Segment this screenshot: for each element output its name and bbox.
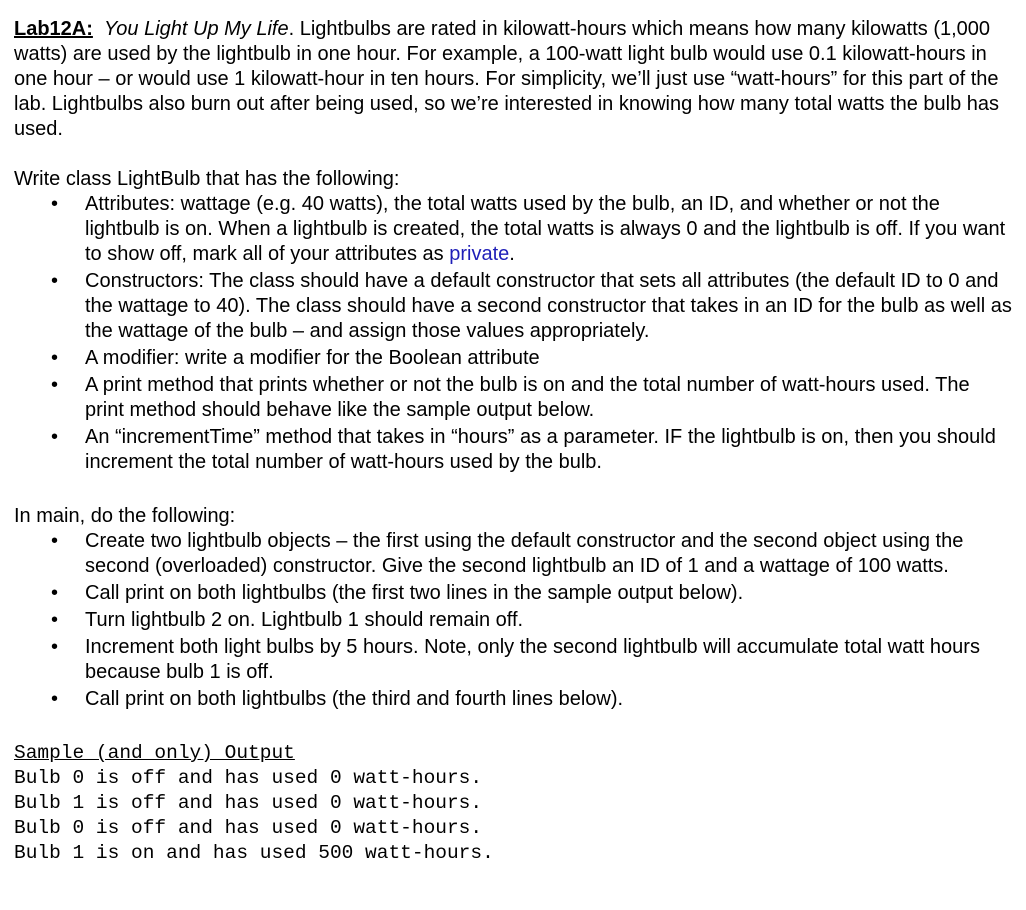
sample-output-heading: Sample (and only) Output [14, 742, 295, 764]
main-steps-list [14, 529, 1012, 712]
list-item [51, 346, 1012, 371]
spacer [14, 477, 1012, 504]
intro-text: . Lightbulbs are rated in kilowatt-hours which means how many kilowatts (1,000 watts) are used by the lightbulb in one hour. For example, a 100-watt light bulb would use 0.1 kilowatt-hours in one hour – or would use 1 kilowatt-hour in ten hours. For simplicity, we’ll just use “watt-hours” for this part of the lab. Lightbulbs also burn out after being used, so we’re interested in knowing how many total watts the bulb has used. [14, 18, 1000, 140]
spacer [14, 142, 1012, 167]
list-item [51, 635, 1012, 685]
bullet-icon: • [51, 374, 59, 396]
bullet-icon: • [51, 636, 59, 658]
list-item-text: Call print on both lightbulbs (the first two lines in the sample output below). [85, 582, 744, 604]
list-item-text: Attributes: wattage (e.g. 40 watts), the total watts used by the bulb, an ID, and whether or not the lightbulb is on. When a lightbulb is created, the total watts is always 0 and the lightbulb is off. If you want to show off, mark all of your attributes as [85, 193, 1006, 265]
bullet-icon: • [51, 270, 59, 292]
class-section-heading: Write class LightBulb that has the following: [14, 168, 400, 190]
bullet-icon: • [51, 609, 59, 631]
list-item [51, 687, 1012, 712]
bullet-icon: • [51, 530, 59, 552]
list-item [51, 529, 1012, 579]
output-line: Bulb 0 is off and has used 0 watt-hours. [14, 767, 483, 789]
list-item [51, 425, 1012, 475]
output-line: Bulb 1 is on and has used 500 watt-hours. [14, 842, 494, 864]
list-item [51, 581, 1012, 606]
output-line: Bulb 0 is off and has used 0 watt-hours. [14, 817, 483, 839]
spacer [14, 714, 1012, 741]
bullet-icon: • [51, 426, 59, 448]
list-item-text-end: . [509, 243, 515, 265]
list-item-text: Create two lightbulb objects – the first using the default constructor and the second object using the second (overloaded) constructor. Give the second lightbulb an ID of 1 and a wattage of 100 watts. [85, 530, 964, 577]
list-item-text: Increment both light bulbs by 5 hours. Note, only the second lightbulb will accumulate total watt hours because bulb 1 is off. [85, 636, 980, 683]
main-section-heading: In main, do the following: [14, 505, 236, 527]
intro-paragraph [14, 17, 1012, 142]
list-item-text: A print method that prints whether or not the bulb is on and the total number of watt-hours used. The print method should behave like the sample output below. [85, 374, 970, 421]
list-item-text: Constructors: The class should have a default constructor that sets all attributes (the default ID to 0 and the wattage to 40). The class should have a second constructor that takes in an ID for the bulb as well as the wattage of the bulb – and assign those values appropriately. [85, 270, 1012, 342]
output-line: Bulb 1 is off and has used 0 watt-hours. [14, 792, 483, 814]
list-item [51, 192, 1012, 267]
lab-label: Lab12A: [14, 18, 93, 40]
list-item-text: A modifier: write a modifier for the Boolean attribute [85, 347, 540, 369]
list-item-text: An “incrementTime” method that takes in “hours” as a parameter. IF the lightbulb is on, then you should increment the total number of watt-hours used by the bulb. [85, 426, 996, 473]
bullet-icon: • [51, 347, 59, 369]
lab-title: You Light Up My Life [104, 18, 289, 40]
bullet-icon: • [51, 582, 59, 604]
class-requirements-list [14, 192, 1012, 475]
list-item-text: Turn lightbulb 2 on. Lightbulb 1 should remain off. [85, 609, 524, 631]
bullet-icon: • [51, 193, 59, 215]
bullet-icon: • [51, 688, 59, 710]
list-item-text: Call print on both lightbulbs (the third and fourth lines below). [85, 688, 624, 710]
list-item [51, 608, 1012, 633]
list-item [51, 269, 1012, 344]
list-item [51, 373, 1012, 423]
sample-output-block [14, 741, 1012, 866]
private-keyword: private [449, 243, 510, 265]
